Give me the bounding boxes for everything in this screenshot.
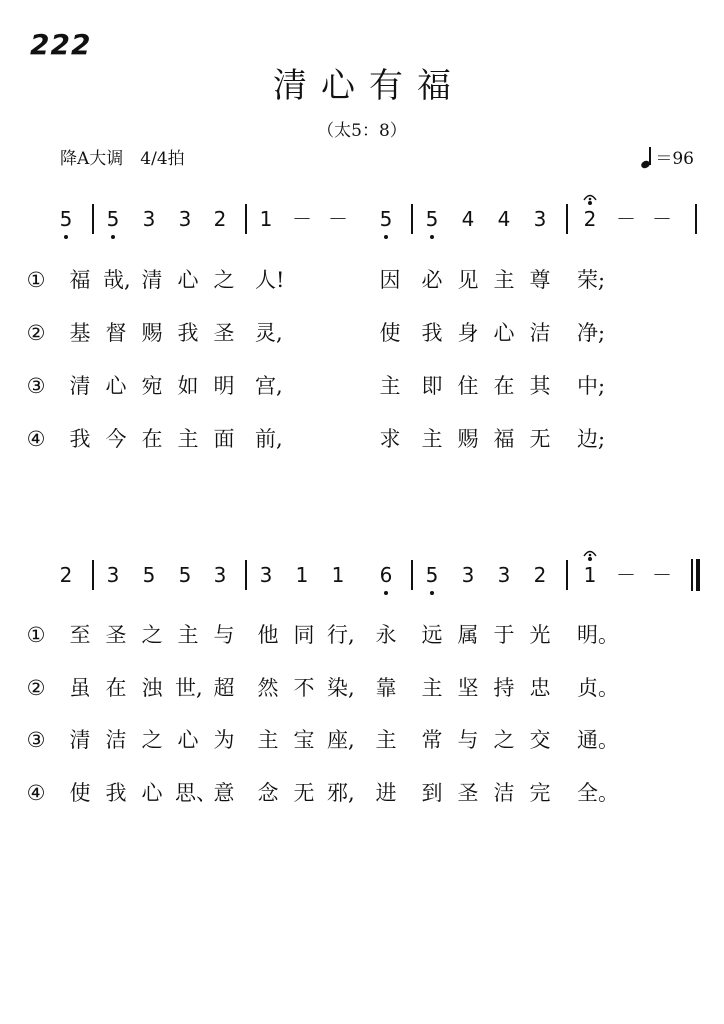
lyric-syllable: 洁	[529, 321, 551, 345]
lyric-line-2-verse-3	[0, 722, 724, 758]
lyric-syllable: 赐	[457, 427, 479, 451]
note: 5	[98, 204, 128, 234]
note: 5	[51, 204, 81, 234]
final-barline-thin	[691, 559, 693, 591]
lyric-syllable: 贞。	[577, 676, 619, 700]
verse-number: ④	[26, 427, 46, 451]
lyric-line-1-verse-1	[0, 262, 724, 298]
lyric-syllable: 邪,	[327, 781, 355, 805]
upper-octave-dot	[588, 201, 592, 205]
lyric-syllable: 他	[257, 623, 279, 647]
lyric-syllable: 见	[457, 268, 479, 292]
lyric-syllable: 哉,	[103, 268, 131, 292]
lyric-syllable: 今	[105, 427, 127, 451]
verse-number: ②	[26, 676, 46, 700]
lyric-syllable: 交	[529, 728, 551, 752]
lyric-syllable: 必	[421, 268, 443, 292]
lyric-syllable: 心	[105, 374, 127, 398]
note: 1	[259, 207, 273, 231]
verse-number: ①	[26, 268, 46, 292]
lyric-syllable: 求	[379, 427, 401, 451]
lyric-syllable: 主	[379, 374, 401, 398]
lyric-syllable: 到	[421, 781, 443, 805]
lyric-syllable: 灵,	[255, 321, 283, 345]
extension-dash: －	[616, 207, 636, 231]
barline	[92, 204, 94, 234]
verse-number: ②	[26, 321, 46, 345]
note: 4	[461, 207, 475, 231]
lyric-syllable: 主	[375, 728, 397, 752]
barline	[245, 560, 247, 590]
note: 3	[461, 563, 475, 587]
lyric-syllable: 主	[177, 427, 199, 451]
barline	[92, 560, 94, 590]
lyric-syllable: 之	[213, 268, 235, 292]
fermata-icon	[582, 547, 598, 557]
lyric-syllable: 如	[177, 374, 199, 398]
lyric-line-1-verse-4	[0, 421, 724, 457]
lower-octave-dot	[384, 591, 388, 595]
note: 2	[575, 204, 605, 234]
lyric-syllable: 念	[257, 781, 279, 805]
lyric-syllable: 面	[213, 427, 235, 451]
lyric-syllable: 清	[69, 728, 91, 752]
barline	[245, 204, 247, 234]
lyric-syllable: 同	[293, 623, 315, 647]
tempo-marking	[639, 144, 694, 169]
lyric-syllable: 基	[69, 321, 91, 345]
lyric-syllable: 世,	[175, 676, 203, 700]
scripture-reference: （太5：8）	[317, 121, 407, 141]
lyric-syllable: 主	[257, 728, 279, 752]
lyric-syllable: 浊	[141, 676, 163, 700]
lyric-syllable: 福	[69, 268, 91, 292]
hymn-number: 222	[30, 28, 92, 61]
lyric-syllable: 意	[213, 781, 235, 805]
lyric-syllable: 行,	[327, 623, 355, 647]
lyric-syllable: 不	[293, 676, 315, 700]
lyric-syllable: 荣;	[577, 268, 606, 292]
note: 3	[213, 563, 227, 587]
lyric-syllable: 常	[421, 728, 443, 752]
lower-octave-dot	[430, 591, 434, 595]
note: 3	[142, 207, 156, 231]
lyric-syllable: 然	[257, 676, 279, 700]
fermata-icon	[582, 191, 598, 201]
hymn-title: 清心有福	[273, 66, 465, 106]
lyric-syllable: 为	[213, 728, 235, 752]
lyric-syllable: 至	[69, 623, 91, 647]
lyric-syllable: 人!	[255, 268, 285, 292]
lyric-syllable: 于	[493, 623, 515, 647]
lyric-line-2-verse-2	[0, 670, 724, 706]
verse-number: ④	[26, 781, 46, 805]
lyric-syllable: 超	[213, 676, 235, 700]
lyric-syllable: 洁	[493, 781, 515, 805]
lyric-syllable: 永	[375, 623, 397, 647]
lyric-syllable: 清	[69, 374, 91, 398]
note: 5	[142, 563, 156, 587]
lyric-syllable: 我	[177, 321, 199, 345]
lyric-syllable: 清	[141, 268, 163, 292]
lyric-syllable: 之	[141, 728, 163, 752]
lyric-syllable: 圣	[457, 781, 479, 805]
lyric-syllable: 主	[421, 676, 443, 700]
verse-number: ①	[26, 623, 46, 647]
lyric-line-2-verse-1	[0, 617, 724, 653]
note: 3	[178, 207, 192, 231]
lyric-syllable: 座,	[327, 728, 355, 752]
lyric-syllable: 思、	[175, 781, 217, 805]
note: 2	[213, 207, 227, 231]
lyric-syllable: 督	[105, 321, 127, 345]
lyric-syllable: 福	[493, 427, 515, 451]
notation-line-1	[0, 196, 724, 256]
lyric-syllable: 明	[213, 374, 235, 398]
lyric-syllable: 虽	[69, 676, 91, 700]
lower-octave-dot	[384, 235, 388, 239]
extension-dash: －	[328, 207, 348, 231]
lyric-syllable: 主	[177, 623, 199, 647]
lyric-syllable: 与	[457, 728, 479, 752]
lyric-syllable: 无	[529, 427, 551, 451]
lyric-syllable: 在	[105, 676, 127, 700]
lyric-syllable: 宫,	[255, 374, 283, 398]
lyric-syllable: 全。	[577, 781, 619, 805]
lyric-syllable: 因	[379, 268, 401, 292]
lyric-syllable: 我	[69, 427, 91, 451]
lyric-syllable: 其	[529, 374, 551, 398]
extension-dash: －	[652, 207, 672, 231]
barline	[566, 204, 568, 234]
lyric-syllable: 无	[293, 781, 315, 805]
lyric-syllable: 进	[375, 781, 397, 805]
barline	[411, 560, 413, 590]
lyric-syllable: 明。	[577, 623, 619, 647]
final-barline-thick	[696, 559, 700, 591]
quarter-note-icon	[639, 147, 653, 169]
note: 3	[259, 563, 273, 587]
barline	[695, 204, 697, 234]
lyric-syllable: 即	[421, 374, 443, 398]
lyric-syllable: 圣	[105, 623, 127, 647]
note: 6	[371, 560, 401, 590]
lyric-syllable: 净;	[577, 321, 606, 345]
lyric-syllable: 忠	[529, 676, 551, 700]
lyric-syllable: 远	[421, 623, 443, 647]
extension-dash: －	[616, 563, 636, 587]
lyric-syllable: 心	[141, 781, 163, 805]
lyric-line-1-verse-2	[0, 315, 724, 351]
lyric-syllable: 之	[141, 623, 163, 647]
lyric-syllable: 洁	[105, 728, 127, 752]
extension-dash: －	[652, 563, 672, 587]
lyric-syllable: 中;	[577, 374, 606, 398]
barline	[566, 560, 568, 590]
note: 4	[497, 207, 511, 231]
note: 5	[417, 204, 447, 234]
note: 3	[533, 207, 547, 231]
lyric-syllable: 之	[493, 728, 515, 752]
lyric-line-1-verse-3	[0, 368, 724, 404]
upper-octave-dot	[588, 557, 592, 561]
lyric-syllable: 我	[421, 321, 443, 345]
lyric-syllable: 我	[105, 781, 127, 805]
verse-number: ③	[26, 374, 46, 398]
notation-line-2	[0, 552, 724, 612]
note: 1	[295, 563, 309, 587]
lyric-syllable: 宝	[293, 728, 315, 752]
lyric-syllable: 使	[379, 321, 401, 345]
lyric-syllable: 圣	[213, 321, 235, 345]
verse-number: ③	[26, 728, 46, 752]
lyric-syllable: 坚	[457, 676, 479, 700]
lower-octave-dot	[430, 235, 434, 239]
lyric-syllable: 赐	[141, 321, 163, 345]
note: 5	[417, 560, 447, 590]
lyric-syllable: 边;	[577, 427, 606, 451]
lyric-syllable: 心	[177, 268, 199, 292]
note: 5	[371, 204, 401, 234]
extension-dash: －	[292, 207, 312, 231]
lower-octave-dot	[64, 235, 68, 239]
lyric-syllable: 心	[493, 321, 515, 345]
lyric-syllable: 靠	[375, 676, 397, 700]
lyric-syllable: 光	[529, 623, 551, 647]
barline	[411, 204, 413, 234]
lyric-syllable: 在	[493, 374, 515, 398]
lyric-syllable: 身	[457, 321, 479, 345]
note: 2	[59, 563, 73, 587]
lyric-syllable: 主	[493, 268, 515, 292]
note: 5	[178, 563, 192, 587]
lyric-syllable: 持	[493, 676, 515, 700]
lyric-syllable: 与	[213, 623, 235, 647]
lyric-syllable: 尊	[529, 268, 551, 292]
lyric-syllable: 心	[177, 728, 199, 752]
lyric-syllable: 在	[141, 427, 163, 451]
key-and-time-signature: 降A大调 4/4拍	[60, 149, 185, 169]
note: 3	[497, 563, 511, 587]
lyric-syllable: 使	[69, 781, 91, 805]
tempo-value: ＝96	[655, 149, 694, 169]
lyric-line-2-verse-4	[0, 775, 724, 811]
note: 3	[106, 563, 120, 587]
lower-octave-dot	[111, 235, 115, 239]
lyric-syllable: 前,	[255, 427, 283, 451]
note: 1	[331, 563, 345, 587]
lyric-syllable: 宛	[141, 374, 163, 398]
lyric-syllable: 主	[421, 427, 443, 451]
lyric-syllable: 属	[457, 623, 479, 647]
lyric-syllable: 住	[457, 374, 479, 398]
lyric-syllable: 完	[529, 781, 551, 805]
lyric-syllable: 通。	[577, 728, 619, 752]
note: 2	[533, 563, 547, 587]
note: 1	[575, 560, 605, 590]
lyric-syllable: 染,	[327, 676, 355, 700]
